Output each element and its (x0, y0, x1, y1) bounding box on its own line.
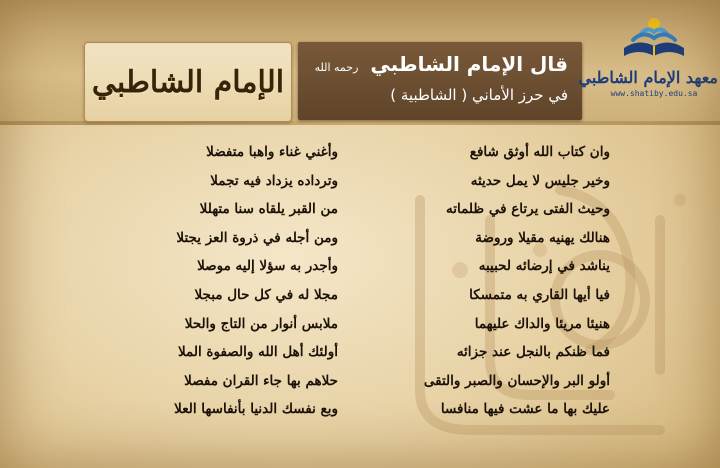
verse-second-hemistich: وترداده يزداد فيه تجملا (210, 172, 338, 189)
institute-name: معهد الإمام الشاطبي (578, 68, 718, 87)
verse-second-hemistich: أولئك أهل الله والصفوة الملا (178, 344, 338, 361)
verse-second-hemistich: من القبر يلقاه سنا متهللا (199, 201, 338, 218)
verse-first-hemistich: يناشد في إرضائه لحبيبه (478, 258, 610, 275)
verse-row (110, 226, 610, 254)
verse-second-hemistich: مجلا له في كل حال مبجلا (194, 287, 338, 303)
calligraphy-title: الإمام الشاطبي (91, 64, 285, 100)
poem-title: قال الإمام الشاطبي (370, 52, 568, 76)
verse-row (110, 254, 610, 282)
verse-row (110, 397, 610, 425)
verse-row (110, 369, 610, 397)
verse-second-hemistich: وأجدر به سؤلا إليه موصلا (197, 258, 338, 275)
verse-row (110, 140, 610, 168)
verse-first-hemistich: هنالك يهنيه مقيلا وروضة (475, 229, 610, 246)
verse-first-hemistich: فيا أيها القاري به متمسكا (469, 287, 610, 303)
verse-first-hemistich: وان كتاب الله أوثق شافع (469, 144, 610, 160)
open-book-logo-icon (619, 14, 689, 66)
verse-first-hemistich: وخير جليس لا يمل حديثه (470, 172, 610, 189)
institute-url: www.shatiby.edu.sa (610, 89, 698, 98)
poem-subtitle: في حرز الأماني ( الشاطبية ) (390, 86, 568, 104)
verse-first-hemistich: هنيئا مريئا والداك عليهما (474, 315, 610, 332)
verse-first-hemistich: وحيث الفتى يرتاع في ظلماته (446, 201, 610, 218)
verse-first-hemistich: عليك بها ما عشت فيها منافسا (440, 401, 610, 418)
title-panel (298, 42, 582, 120)
verse-second-hemistich: حلاهم بها جاء القران مفصلا (184, 372, 338, 389)
verse-second-hemistich: ملابس أنوار من التاج والحلا (184, 315, 338, 332)
title-suffix: رحمه الله (314, 61, 359, 74)
verse-second-hemistich: وبع نفسك الدنيا بأنفاسها العلا (174, 401, 338, 418)
verse-second-hemistich: وأغني غناء واهبا متفضلا (206, 144, 338, 160)
calligraphy-title-box (84, 42, 292, 122)
verse-row (110, 169, 610, 197)
verse-row (110, 283, 610, 311)
verse-row (110, 312, 610, 340)
verse-row (110, 340, 610, 368)
verse-row (110, 197, 610, 225)
verse-second-hemistich: ومن أجله في ذروة العز يجتلا (176, 229, 338, 246)
institute-logo (578, 14, 718, 120)
title-line (315, 52, 568, 76)
verse-first-hemistich: أولو البر والإحسان والصبر والتقى (423, 372, 610, 389)
verse-first-hemistich: فما ظنكم بالنجل عند جزائه (456, 344, 610, 361)
